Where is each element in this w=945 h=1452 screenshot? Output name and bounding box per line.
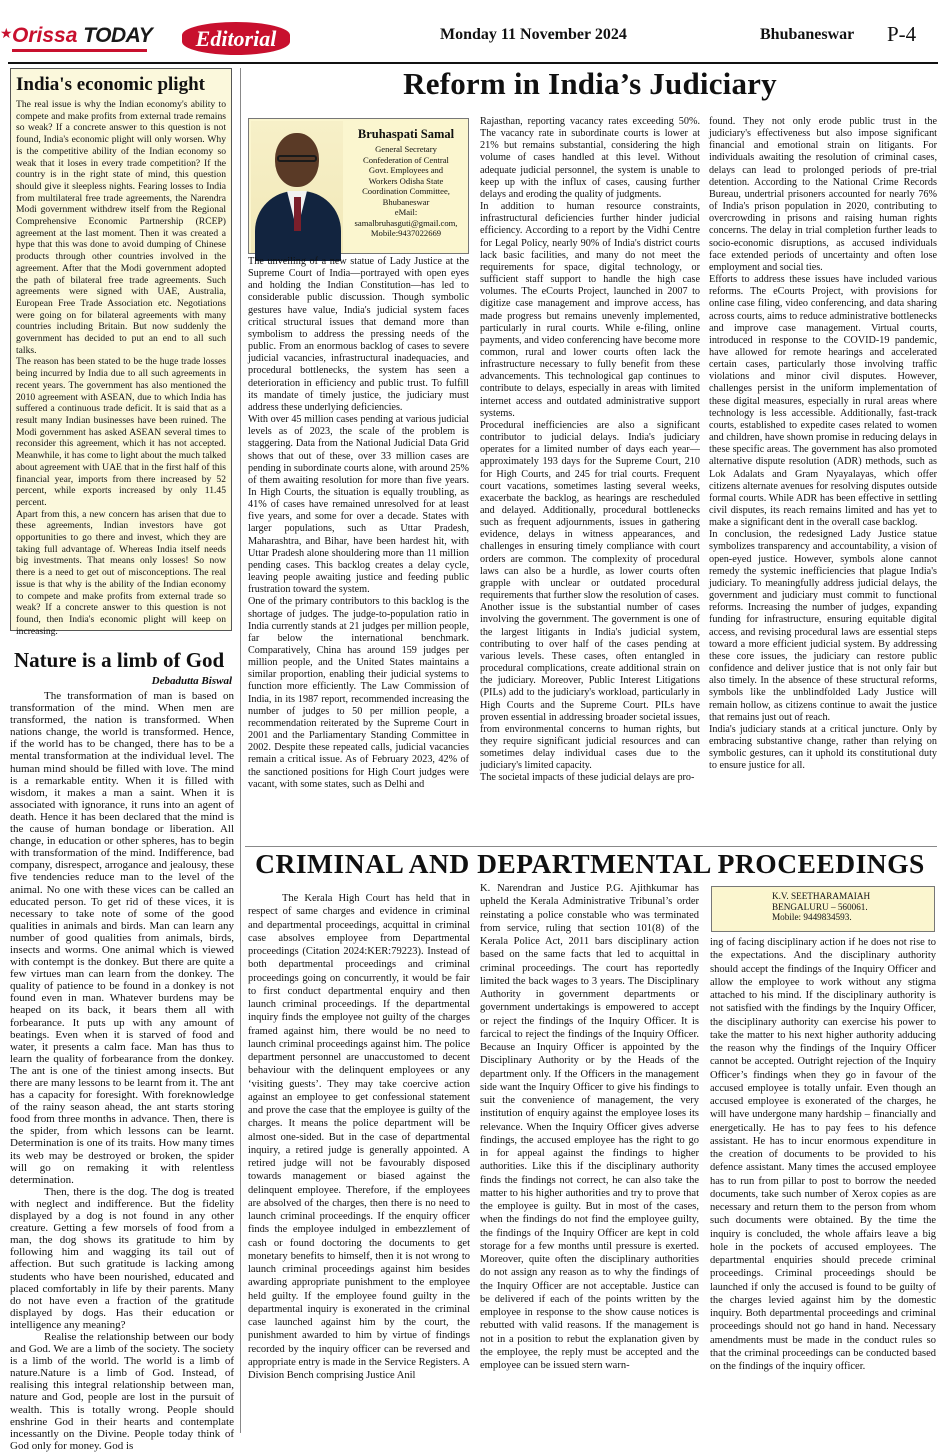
logo (12, 24, 152, 52)
city: Bhubaneswar (760, 26, 855, 43)
judiciary-paragraph: Procedural inefficiencies are also a significant contributor to judicial delays. India's judiciary operates for a limited number of days each year—approximately 193 days for the Supreme Court, 210 for High Courts, and 245 for trial courts. Frequent court vacations, sometimes lasting several weeks, exacerbate the backlog, as hearings are rescheduled and delayed. Additionally, procedural bottlenecks such as frequent adjournments, issues in gathering evidence, delays in witness appearances, and challenges in ensuring timely compliance with court orders are common. The complexity of procedural laws can also be a hurdle, as lower courts often grapple with unclear or outdated procedural requirements that further slow the resolution of cases. (480, 419, 700, 602)
criminal-column-3 (710, 936, 936, 1434)
criminal-paragraph: K. Narendran and Justice P.G. Ajithkumar has upheld the Kerala Administrative Tribunal’s order reinstating a police constable who was terminated from service, ruling that section 101(8) of the Kerala Police Act, 2011 bars disciplinary action based on the same facts that led to acquittal in criminal proceedings. The court has reportedly limited the back wages to 3 years. The Disciplinary Authority in government departments or government undertakings is empowered to accept or reject the findings of the Inquiry Officer. It is farcical to reject the findings of the Inquiry Officer. Because an Inquiry Officer is appointed by the Disciplinary Authority or by the Heads of the department only. If the Officers in the management side want the Inquiry Officer to give his findings to suit the convenience of management, the very institution of enquiry against the employee loses its relevance. When the Inquiry Officer gives adverse findings, the accused employee has the right to go in for appeal against the findings to higher authorities. Like this if the disciplinary authority finds the findings not correct, he can also take the matter to his higher authorities and try to prove that the employee is guilty. But in most of the cases, when the findings do not find the employee guilty, the findings of the Inquiry Officer are kept in cold storage for a few months until pressure is exerted. Moreover, quite often the disciplinary authorities do not assign any reason as to why the findings of the Inquiry Officer are not acceptable. Justice can be delivered if each of the points written by the employee in response to the show cause notices is rebutted with valid reasons. If the management is not in a position to rebut the explanation given by the employee, the reply must be accepted and the employee can be issued stern warn- (480, 883, 699, 1371)
judiciary-paragraph: In addition to human resource constraints, infrastructural deficiencies further hinder judicial efficiency. According to a report by the Vidhi Centre for Legal Policy, nearly 90% of India's district courts lack basic facilities, and many do not meet the requirements for space, digital technology, or sufficient staff support to handle the high case volumes. The eCourts Project, launched in 2007 to digitize case management and improve access, has made progress but remains unevenly implemented, particularly in rural courts. While e-filing, online payments, and video conferencing have become more common, rural and lower courts often lack the infrastructure necessary to fully benefit from these advancements. This technological gap continues to contribute to delays, especially in areas with limited internet access and outdated administrative support systems. (480, 201, 700, 419)
nature-title: Nature is a limb of God (14, 648, 225, 672)
section-rule (245, 846, 937, 847)
logo-orissa: Orissa (12, 24, 78, 47)
header-rule (8, 62, 938, 64)
nature-body (10, 690, 234, 1452)
logo-today: TODAY (83, 24, 153, 47)
criminal-title: CRIMINAL AND DEPARTMENTAL PROCEEDINGS (255, 848, 925, 879)
contact-name: K.V. SEETHARAMAIAH (772, 891, 871, 901)
judiciary-paragraph: With over 45 million cases pending at various judicial levels as of 2023, the scale of the problem is staggering. Data from the National Judicial Data Grid shows that out of these, over 33 million cases are pending in subordinate courts alone, with around 25% of them awaiting resolution for more than five years. In High Courts, the situation is equally troubling, as 41% of cases have remained unresolved for at least five years, and some for over a decade. States with larger populations, such as Uttar Pradesh, Maharashtra, and Bihar, have been hardest hit, with Uttar Pradesh alone shouldering more than 11 million pending cases. This backlog creates a delay cycle, leaving people awaiting justice and feeding public frustration toward the system. (248, 414, 469, 596)
page-number: P-4 (887, 22, 917, 46)
judiciary-title: Reform in India’s Judiciary (403, 66, 777, 101)
author-line: Coordination Committee, (362, 186, 450, 196)
economic-plight-paragraph: Apart from this, a new concern has arisen that due to these agreements, Indian investors have got opportunities to go there and invest, which they are taking full advantage of. Whereas India itself needs big investments. That means only losses! So now there is a need to get out of misconceptions. The real issue is that why is the ability of the Indian economy to compete and make profits from external trade so weak? If a concrete answer to this question is not found, then India's economic plight will keep on increasing. (16, 508, 226, 637)
judiciary-paragraph: The unveiling of a new statue of Lady Justice at the Supreme Court of India—portrayed with open eyes and holding the Indian Constitution—has led to considerable public discussion. Though symbolic gestures have value, India's judicial system faces critical structural issues that demand more than symbolism to address the pressing needs of the public. From an enormous backlog of cases to severe judicial vacancies, infrastructural inadequacies, and procedural bottlenecks, the system has seen a deterioration in efficiency and public trust. To fulfill its mandate of timely justice, the judiciary must address these underlying deficiencies. (248, 256, 469, 413)
economic-plight-box (10, 68, 232, 637)
author-name: Bruhaspati Samal (357, 127, 455, 141)
contact-city: BENGALURU – 560061. (772, 901, 868, 912)
criminal-paragraph: ing of facing disciplinary action if he does not rise to the expectations. And the disciplinary authority should accept the findings of the Inquiry Officer and allow the employee to work without any stigma attached to his mind. If the disciplinary authority is not satisfied with the findings by the Inquiry Officer, the disciplinary authority can exercise his power to take the matter to his next higher authority adducing the reason why the findings of the Inquiry Officer cannot be accepted. Outright rejection of the Inquiry Officer’s findings when they go in favour of the accused employee is totally unfair. Even though an accused employee is exonerated of the charges, he will have undergone many hardship – financially and energetically. He has to pay fees to his defence assistant. He has to incur enormous expenditure in the creation of documents to be provided to his defence assistant. Many times the accused employee has to run from pillar to post to borrow the needed documents, take such number of Xerox copies as are necessary and return them to the person from whom such documents were obtained. By the time the inquiry is concluded, the whole affairs leave a big hole in the pockets of accused employees. The departmental enquiries should precede criminal proceedings. Criminal proceedings should be launched if only the accused is found to be guilty of the charges levied against him by the domestic inquiry. Both departmental proceedings and criminal proceedings should not go hand in hand. Necessary amendments must be made in the conduct rules so that the criminal proceedings can be conducted based on the findings of the inquiry officer. (710, 937, 936, 1372)
contact-box (711, 886, 935, 932)
author-mobile: Mobile:9437022669 (370, 228, 442, 238)
column-divider (240, 68, 241, 1433)
section-tag: Editorial (182, 22, 290, 55)
economic-plight-paragraph: The real issue is why the Indian economy's ability to compete and make profits from external trade remains so weak? If a concrete answer to this question is not found, India's economic plight will only worsen. Why is the competitive ability of the Indian economy so weak that it loses in every trade competition? If the country is in the right state of mind, this question should give it sleepless nights. Fearing losses to India from multilateral free trade agreements, the Narendra Modi government withdrew itself from the Regional Comprehensive Economic Partnership (RCEP) agreement at the last moment. Then it was created a hype that this was done to avoid dumping of Chinese products through other countries involved in the agreement. After that the Modi government adopted the path of bilateral free trade agreements. Such agreements were signed with UAE, Australia, European Free Trade Association etc. Negotiations were going on for bilateral agreements with many countries including Britain. But now suddenly the government has decided to put an end to all such talks. (16, 99, 226, 356)
criminal-column-2 (480, 882, 699, 1434)
author-line: Workers Odisha State (368, 175, 444, 186)
judiciary-column-1 (248, 256, 469, 846)
judiciary-paragraph: One of the primary contributors to this backlog is the shortage of judges. The judge-to-population ratio in India currently stands at 21 judges per million people, far below the international benchmark. Comparatively, China has around 159 judges per million people, and the United States maintains a similar proportion, enabling their judicial systems to function more efficiently. The Law Commission of India, in its 1987 report, recommended increasing the number of judges to 50 per million people, a recommendation reiterated by the Supreme Court in 2001 and the Parliamentary Standing Committee in 2002. Despite these repeated calls, judicial vacancies remain a critical issue. As of February 2023, 42% of the sanctioned positions for High Court judges were vacant, with some states, such as Delhi and (248, 596, 469, 790)
author-line: Bhubaneswar (382, 196, 430, 207)
logo-star-icon: ★ (0, 27, 13, 42)
author-line: eMail: (394, 207, 418, 217)
issue-date: Monday 11 November 2024 (440, 26, 627, 43)
author-email: samalbruhasguti@gmail.com, (354, 217, 458, 228)
judiciary-paragraph: Efforts to address these issues have included various reforms. The eCourts Project, with provisions for online case filing, video conferencing, and data sharing across courts, aims to reduce administrative bottlenecks and improve case management. Virtual courts, introduced in response to the COVID-19 pandemic, have allowed for remote hearings and accelerated certain cases, particularly those involving traffic violations and minor civil disputes. However, challenges persist in the uniform implementation of these digital measures, especially in rural areas where technology is less accessible. Additionally, fast-track courts, established to expedite cases related to women and children, have shown promise in reducing delays in these specific areas. The government has also promoted alternative dispute resolution (ADR) methods, such as Lok Adalats and Gram Nyayalayas, which offer citizens alternate avenues for resolving disputes outside formal courts. While ADR has been effective in settling civil disputes, its reach remains limited and has yet to make a significant dent in the overall case backlog. (709, 274, 937, 529)
judiciary-column-3 (709, 116, 937, 846)
judiciary-paragraph: In conclusion, the redesigned Lady Justice statue symbolizes transparency and accountability, a vision of open-eyed justice. However, symbols alone cannot remedy the systemic inefficiencies that plague India's judiciary. To meaningfully address judicial delays, the government and judiciary must commit to functional reforms. Increasing the number of judges, expanding funding for infrastructure, ensuring equitable digital access, and revising procedural laws are essential steps toward a more efficient judicial system. By addressing these core issues, the judiciary can restore public confidence and deliver justice that is not only fair but also timely. In the absence of these structural reforms, symbols like the unblindfolded Lady Justice will remain hollow, as citizens continue to await the justice that remains just out of reach. (709, 529, 937, 723)
criminal-column-1 (248, 892, 470, 1432)
judiciary-paragraph: Rajasthan, reporting vacancy rates exceeding 50%. The vacancy rate in subordinate courts is lower at 21% but remains substantial, considering the high volume of cases handled at this level. Without adequate judicial personnel, the system is unable to keep up with the influx of cases, causing further delays and eroding the quality of judgments. (480, 116, 700, 200)
author-line: Govt. Employees and (368, 165, 444, 175)
author-line: Confederation of Central (363, 154, 449, 165)
judiciary-paragraph: found. They not only erode public trust in the judiciary's effectiveness but also impose significant financial and emotional strain on litigants. For individuals awaiting the resolution of criminal cases, delays can lead to prolonged periods of pre-trial detention. According to the National Crime Records Bureau, undertrial prisoners accounted for nearly 76% of India's prison population in 2020, contributing to overcrowding in prisons and raising human rights concerns. The delay in trial completion further leads to socio-economic disruptions, as accused individuals face extended periods of uncertainty and often lose employment and social ties. (709, 116, 937, 273)
judiciary-column-2 (480, 116, 700, 846)
economic-plight-title: India's economic plight (16, 74, 205, 95)
nature-author: Debadutta Biswal (151, 675, 232, 687)
economic-plight-paragraph: The reason has been stated to be the huge trade losses being incurred by India due to all such agreements in recent years. The government has also mentioned the 2010 agreement with ASEAN, due to which India has suffered a continuous trade deficit. It is said that as a result many Indian businesses have been ruined. The Modi government has asked ASEAN several times to reconsider this agreement, which it has not accepted. Meanwhile, it has come to light about the much talked about agreement with UAE that in the first half of this financial year, imports from there increased by 52 percent, while exports increased by only 11.45 percent. (16, 356, 226, 508)
author-box (248, 118, 469, 254)
judiciary-paragraph: Another issue is the substantial number of cases involving the government. The government is one of the largest litigants in India's judicial system, contributing to over half of the cases pending at various levels. These cases, often entangled in procedural complications, create additional strain on the judiciary. Moreover, Public Interest Litigations (PILs) add to the judiciary's workload, particularly in High Courts and the Supreme Court. PILs have proven essential in addressing broader societal issues, from environmental concerns to human rights, but they require significant judicial resources and can sometimes delay individual cases due to the judiciary's limited capacity. (480, 602, 700, 772)
judiciary-paragraph: India's judiciary stands at a critical juncture. Only by embracing substantive change, rather than relying on symbolic gestures, can it uphold its constitutional duty to ensure justice for all. (709, 723, 937, 772)
contact-mobile: Mobile: 9449834593. (772, 912, 852, 922)
nature-paragraph: Then, there is the dog. The dog is treated with neglect and indifference. But the fidelity displayed by a dog is not found in any other creature. Getting a few morsels of food from a man, the dog shows its gratitude to him by following him and wagging its tail out of affection. But such gratitude is lacking among students who have been nourished, educated and placed comfortably in life by their parents. Many do not have even a fraction of the gratitude displayed by dogs. Has their education or intelligence any meaning? (10, 1185, 234, 1331)
logo-underline (12, 49, 147, 52)
criminal-paragraph: The Kerala High Court has held that in respect of same charges and evidence in criminal and departmental proceedings, acquittal in criminal case absolves employee from Departmental proceedings (Citation 2024:KER:79223). Instead of both departmental proceedings and criminal proceedings going on concurrently, it would be fair to first conduct departmental enquiry and then launch criminal proceedings. If the departmental inquiry finds the employee not guilty of the charges framed against him, there would be no need to launch criminal proceedings against him. The police department personnel are unaccustomed to decent behaviour with the delinquent employees or any ‘visiting guests’. They may take coercive action against an employee to get confessional statement and prove the case that the employee is guilty of the charges. It means the police department will be almost one-sided. But in the case of departmental inquiry, a retired judge is generally appointed. A retired judge will not be favourably disposed towards management or biased against the delinquent employee. Therefore, if the employees are absolved of the charges, then there is no need to launch criminal proceedings. If the enquiry officer finds the employee indulged in embezzlement of cash or found doctoring the documents to get monetary benefits to himself, then it is not wrong to launch criminal proceedings against him besides awarding appropriate punishment to the employee held guilty. If the employee found guilty in the departmental inquiry is exonerated in the criminal case launched against him by the court, the punishment awarded to him by virtue of findings recorded by the inquiry officer can be reversed and appropriate entry is made in the Service Registers. A Division Bench comprising Justice Anil (248, 893, 470, 1381)
masthead (0, 0, 945, 62)
author-line: General Secretary (375, 144, 437, 154)
nature-paragraph: Realise the relationship between our body and God. We are a limb of the society. The society is a limb of the world. The world is a limb of nature.Nature is a limb of God. Instead, of realising this integral relationship between man, nature and God, people are lost in the pursuit of wealth. This is totally wrong. People should enshrine God in their hearts and contemplate incessantly on the Divine. People today think of God only for money. God is (10, 1330, 234, 1452)
nature-paragraph: The transformation of man is based on transformation of the mind. When men are transformed, the nation is transformed. When nations change, the world is transformed. Hence, if the world has to be changed, there has to be a mental transformation at the individual level. The human mind should be filled with love. The mind is a remarkable entity. When it is filled with wisdom, it makes a man a saint. When it is associated with ignorance, it runs into an agent of death. Hence it has been declared that the mind is the cause of human bondage or liberation. All change, in education or other spheres, has to begin with transformation of the mind. Indifference, bad company, disrespect, arrogance and jealousy, these five tendencies reduce man to the level of the animal. No one with these vices can be called an educated person. To get rid of these vices, it is necessary to take note of some of the good qualities in animals and birds. Man can learn any number of good qualities from animals, birds, insects and worms. One animal which is viewed with contempt is the donkey. But there are quite a few virtues man can learn from the donkey. The quality of patience to be found in a donkey is not found even in man. Whatever burdens may be heaped on its back, it bears them all with forbearance. It puts up with any amount of beatings. Even when it is starved of food and water, it presents a calm face. Man has thus to learn the quality of forbearance from the donkey. The ant is one of the tiniest among insects. But there are many lessons to be learnt from it. The ant has a capacity for foresight. With foreknowledge of the rainy season ahead, the ant starts storing food from three months in advance. Then, there is the spider, from which lessons can be learnt. Determination is one of its traits. How many times its web may be destroyed or broken, the spider will go on remaking it with relentless determination. (10, 690, 234, 1186)
author-info (345, 127, 467, 239)
judiciary-paragraph: The societal impacts of these judicial delays are pro- (480, 772, 695, 784)
author-photo (251, 121, 343, 253)
